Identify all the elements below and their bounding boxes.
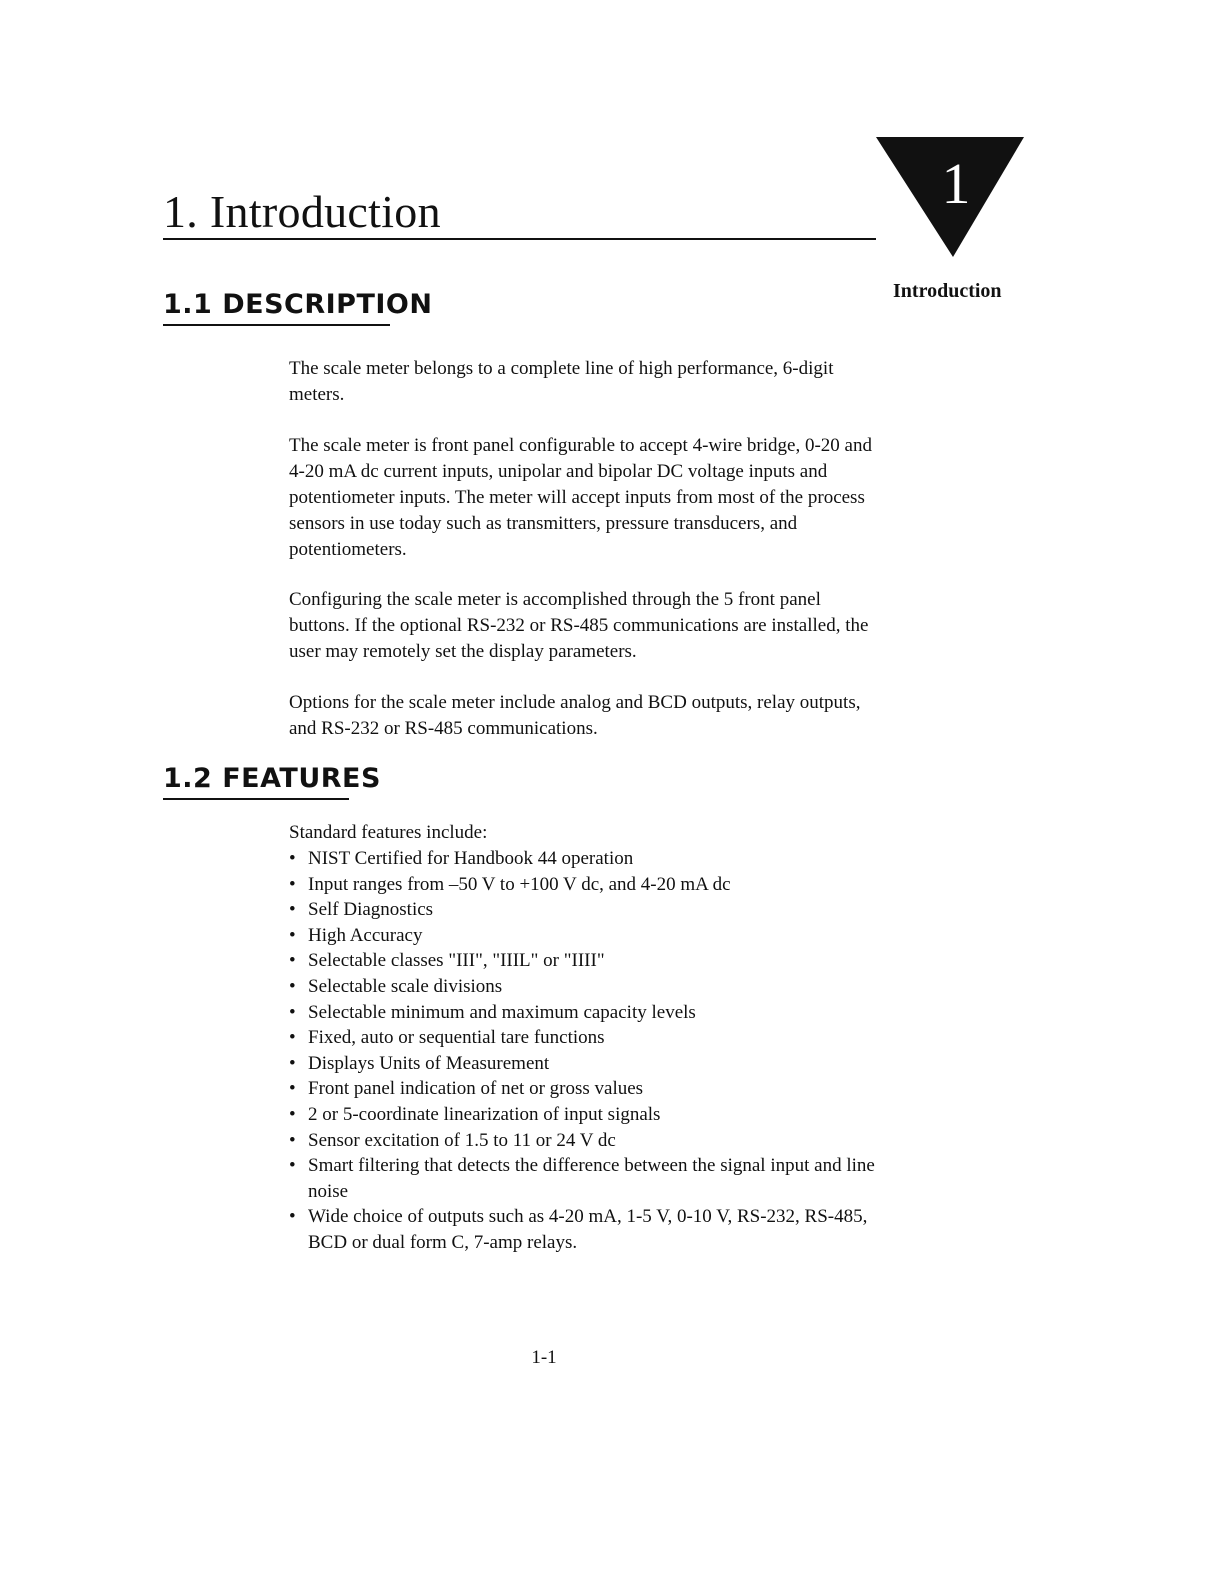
feature-item (289, 1153, 889, 1204)
bullet-icon: • (289, 899, 296, 921)
feature-list (289, 846, 889, 1256)
feature-item (289, 846, 889, 872)
feature-item (289, 1000, 889, 1026)
feature-item-text: Smart filtering that detects the difference between the signal input and line noise (308, 1155, 875, 1202)
bullet-icon: • (289, 1078, 296, 1100)
bullet-icon: • (289, 924, 296, 946)
feature-item (289, 872, 889, 898)
bullet-icon: • (289, 975, 296, 997)
description-paragraph-1: The scale meter belongs to a complete line of high performance, 6-digit meters. (289, 358, 834, 405)
chapter-marker-number: 1 (941, 151, 971, 216)
feature-item-text: Displays Units of Measurement (308, 1052, 550, 1074)
feature-item (289, 897, 889, 923)
chapter-title-rule (163, 238, 876, 240)
features-intro: Standard features include: (289, 822, 488, 843)
bullet-icon: • (289, 1052, 296, 1074)
section-rule-features (163, 798, 349, 800)
chapter-side-label: Introduction (893, 280, 1002, 302)
bullet-icon: • (289, 848, 296, 869)
feature-item-text: Front panel indication of net or gross values (308, 1078, 644, 1100)
bullet-icon: • (289, 1155, 296, 1177)
description-paragraph-4: Options for the scale meter include analog and BCD outputs, relay outputs, and RS-232 or RS-485 communications. (289, 692, 861, 739)
bullet-icon: • (289, 1103, 296, 1125)
feature-item-text: Sensor excitation of 1.5 to 11 or 24 V dc (308, 1129, 616, 1151)
description-paragraph-2: The scale meter is front panel configurable to accept 4-wire bridge, 0-20 and 4-20 mA dc current inputs, unipolar and bipolar DC voltage inputs and potentiometer inputs. The meter will accept inputs from most of the process sensors in use today such as transmitters, pressure transducers, and potentiometers. (289, 435, 872, 560)
feature-item-text: Selectable classes "III", "IIIL" or "IIII" (308, 950, 605, 972)
feature-item (289, 1025, 889, 1051)
feature-item-text: Selectable minimum and maximum capacity levels (308, 1001, 696, 1023)
feature-item (289, 1102, 889, 1128)
feature-item-text: NIST Certified for Handbook 44 operation (308, 848, 634, 869)
bullet-icon: • (289, 1001, 296, 1023)
bullet-icon: • (289, 873, 296, 895)
section-heading-description: 1.1 DESCRIPTION (163, 289, 433, 320)
feature-item (289, 1128, 889, 1154)
feature-item (289, 948, 889, 974)
feature-item (289, 974, 889, 1000)
feature-item-text: 2 or 5-coordinate linearization of input signals (308, 1103, 661, 1125)
chapter-title: 1. Introduction (163, 186, 441, 237)
feature-item-text: Input ranges from –50 V to +100 V dc, and 4-20 mA dc (308, 873, 731, 895)
bullet-icon: • (289, 1206, 296, 1228)
feature-item (289, 1204, 889, 1255)
feature-item (289, 1076, 889, 1102)
description-paragraph-3: Configuring the scale meter is accomplished through the 5 front panel buttons. If the optional RS-232 or RS-485 communications are installed, the user may remotely set the display parameters. (289, 589, 869, 662)
feature-item-text: Fixed, auto or sequential tare functions (308, 1027, 605, 1049)
bullet-icon: • (289, 1129, 296, 1151)
bullet-icon: • (289, 950, 296, 972)
chapter-marker (876, 137, 1024, 257)
feature-item-text: Self Diagnostics (308, 899, 434, 921)
page-number: 1-1 (531, 1347, 557, 1368)
section-rule-description (163, 324, 390, 326)
section-heading-features: 1.2 FEATURES (163, 763, 381, 794)
feature-item (289, 923, 889, 949)
feature-item-text: Wide choice of outputs such as 4-20 mA, 1-5 V, 0-10 V, RS-232, RS-485, BCD or dual form C, 7-amp relays. (308, 1206, 868, 1253)
feature-item-text: High Accuracy (308, 924, 423, 946)
bullet-icon: • (289, 1027, 296, 1049)
feature-item-text: Selectable scale divisions (308, 975, 503, 997)
feature-item (289, 1051, 889, 1077)
